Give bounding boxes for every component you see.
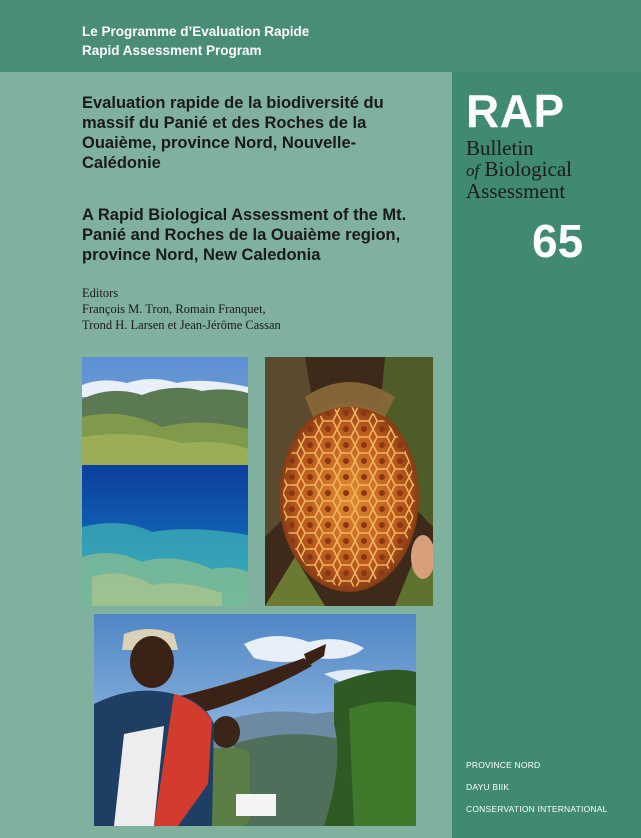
series-assessment: Assessment xyxy=(466,179,566,203)
partner-dayu-biik: DAYU BIIK xyxy=(466,782,510,792)
title-english: A Rapid Biological Assessment of the Mt. Panié and Roches de la Ouaième region, province Nord, New Caledonia xyxy=(82,206,407,264)
photo-coastline-reef xyxy=(82,357,248,606)
bulletin-number: 65 xyxy=(532,215,584,267)
partner-province-nord: PROVINCE NORD xyxy=(466,760,541,770)
series-name xyxy=(466,138,572,202)
series-bulletin: Bulletin xyxy=(466,136,534,160)
series-biological: Biological xyxy=(484,157,572,181)
series-of: of xyxy=(466,161,480,180)
photo-field-team xyxy=(94,614,416,826)
photo-pandanus-fruit xyxy=(265,357,433,606)
rap-logo-text: RAP xyxy=(466,85,565,137)
editors xyxy=(82,285,281,333)
editors-line-2: Trond H. Larsen et Jean-Jérôme Cassan xyxy=(82,318,281,332)
partner-conservation-international: CONSERVATION INTERNATIONAL xyxy=(466,804,608,814)
program-name-fr: Le Programme d’Evaluation Rapide xyxy=(82,24,310,39)
editors-label: Editors xyxy=(82,286,119,300)
editors-line-1: François M. Tron, Romain Franquet, xyxy=(82,302,266,316)
program-name-en: Rapid Assessment Program xyxy=(82,43,262,58)
program-name xyxy=(82,22,309,60)
title-french: Evaluation rapide de la biodiversité du massif du Panié et des Roches de la Ouaième, province Nord, Nouvelle-Calédonie xyxy=(82,94,384,172)
partners-list xyxy=(466,760,608,826)
